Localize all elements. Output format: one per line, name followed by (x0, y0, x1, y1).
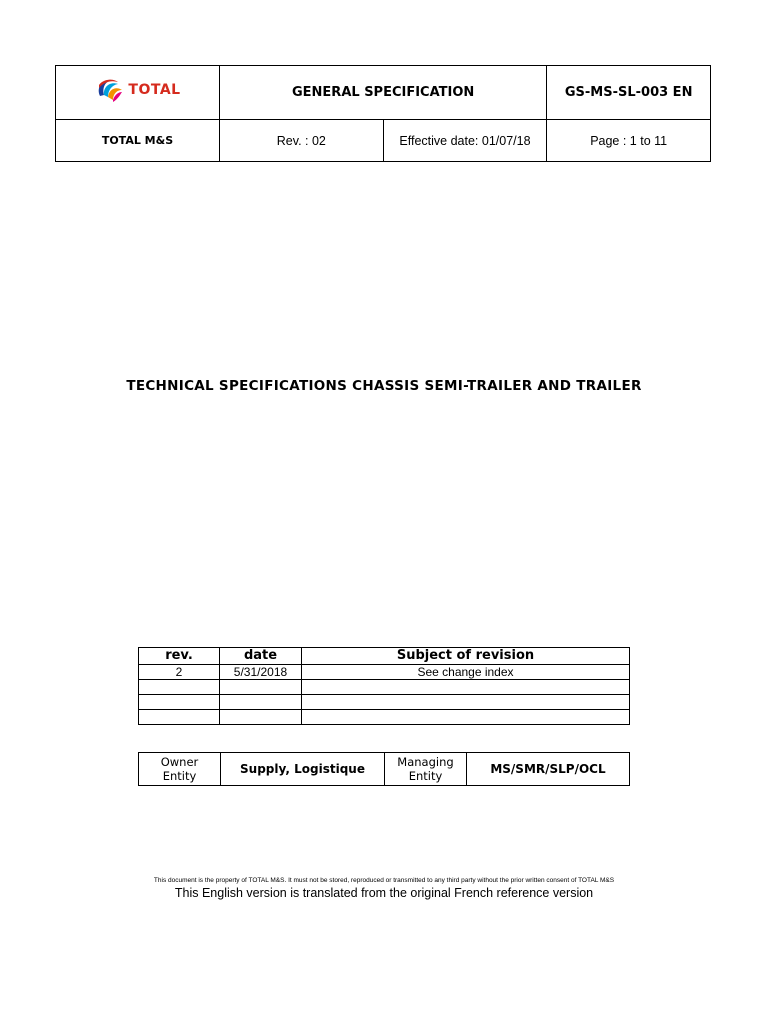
label-line: Managing (397, 755, 454, 769)
table-cell (302, 695, 630, 710)
table-row (139, 665, 630, 680)
document-code: GS-MS-SL-003 EN (547, 66, 711, 120)
label-line: Entity (408, 769, 443, 783)
table-row (139, 710, 630, 725)
managing-entity-label (385, 753, 467, 786)
document-title: TECHNICAL SPECIFICATIONS CHASSIS SEMI-TRAILER AND TRAILER (126, 378, 642, 394)
header-table (55, 65, 711, 162)
table-cell (302, 680, 630, 695)
table-cell (220, 710, 302, 725)
logo-cell (56, 66, 220, 120)
document-type: GENERAL SPECIFICATION (220, 66, 547, 120)
revision-number: Rev. : 02 (220, 120, 384, 162)
label-line: Entity (162, 769, 197, 783)
table-cell (302, 710, 630, 725)
total-swirl-logo-icon (94, 76, 124, 104)
table-cell (139, 695, 220, 710)
table-cell (220, 695, 302, 710)
entity-name: TOTAL M&S (56, 120, 220, 162)
managing-entity-value: MS/SMR/SLP/OCL (467, 753, 630, 786)
table-cell: See change index (302, 665, 630, 680)
column-header: date (220, 648, 302, 665)
column-header: rev. (139, 648, 220, 665)
translation-note: This English version is translated from the original French reference version (174, 886, 594, 900)
owner-entity-label (139, 753, 221, 786)
table-cell: 2 (139, 665, 220, 680)
revision-table (138, 647, 630, 725)
table-cell: 5/31/2018 (220, 665, 302, 680)
owner-table (138, 752, 630, 786)
table-row (139, 680, 630, 695)
table-cell (220, 680, 302, 695)
table-cell (139, 680, 220, 695)
column-header: Subject of revision (302, 648, 630, 665)
effective-date: Effective date: 01/07/18 (383, 120, 547, 162)
table-row (139, 695, 630, 710)
table-cell (139, 710, 220, 725)
revision-table-header (139, 648, 630, 665)
owner-entity-value: Supply, Logistique (221, 753, 385, 786)
company-logo (94, 76, 180, 104)
label-line: Owner (160, 755, 199, 769)
logo-text: TOTAL (128, 82, 181, 98)
page-count: Page : 1 to 11 (547, 120, 711, 162)
property-notice: This document is the property of TOTAL M&S. It must not be stored, reproduced or transmitted to any third party without the prior written consent of TOTAL M&S (153, 877, 615, 884)
